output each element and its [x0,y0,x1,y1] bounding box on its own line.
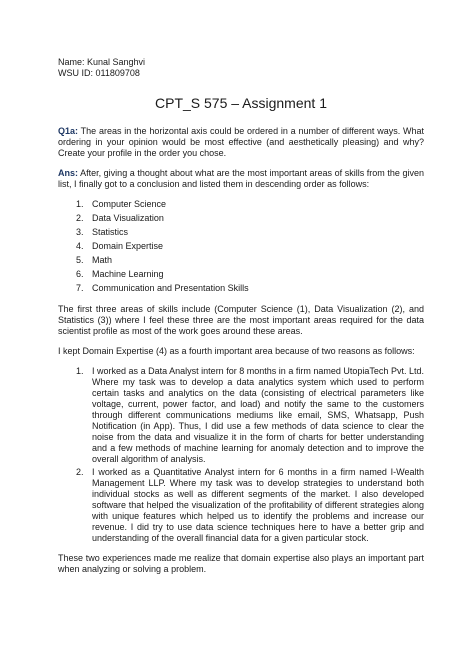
skills-list-item: 4. Domain Expertise [86,241,424,252]
answer-intro-text: After, giving a thought about what are the most important areas of skills from the given list, I finally got to a conclusion and listed them in descending order as follows: [58,168,424,189]
skills-list [58,199,424,294]
question-label: Q1a: [58,126,79,136]
answer-intro-paragraph [58,168,424,190]
top-three-paragraph: The first three areas of skills include (Computer Science (1), Data Visualization (2), and Statistics (3)) where I feel these three are the most important areas required for the data scientist profile as most of the work goes around these areas. [58,304,424,336]
question-text: The areas in the horizontal axis could be ordered in a number of different ways. What ordering in your opinion would be most effective (and aesthetically pleasing) and why? Create your profile in the order you chose. [58,126,424,158]
skills-list-item: 6. Machine Learning [86,269,424,280]
student-id: WSU ID: 011809708 [58,68,140,78]
assignment-title: CPT_S 575 – Assignment 1 [155,95,327,111]
skills-list-item: 3. Statistics [86,227,424,238]
student-name: Name: Kunal Sanghvi [58,57,146,67]
domain-expertise-paragraph: I kept Domain Expertise (4) as a fourth important area because of two reasons as follows: [58,346,415,356]
skills-list-item: 7. Communication and Presentation Skills [86,283,424,294]
question-paragraph [58,126,424,159]
answer-label: Ans: [58,168,78,178]
skills-list-item: 5. Math [86,255,424,266]
skills-list-item: 1. Computer Science [86,199,424,210]
experience-list-item: 2. I worked as a Quantitative Analyst intern for 6 months in a firm named I-Wealth Management LLP. Where my task was to develop strategies to understand both individual stocks as well as different segments of the market. I also developed software that helped the visualization of the profitability of different strategies along with unique features which helped us to identify the problems and increase our revenue. I did try to use data science techniques here to have a better grip and understanding of the overall financial data for a given particular stock. [86,467,424,544]
skills-list-item: 2. Data Visualization [86,213,424,224]
experience-list [58,366,424,544]
conclusion-paragraph: These two experiences made me realize that domain expertise also plays an important part when analyzing or solving a problem. [58,553,424,574]
experience-list-item: 1. I worked as a Data Analyst intern for 8 months in a firm named UtopiaTech Pvt. Ltd. Where my task was to develop a data analytics system which used to perform certain tasks and analytics on the data (consisting of electrical parameters like voltage, current, power factor, and load) and notify the same to the customers through different communications mediums like email, SMS, Whatsapp, Push Notification (in App). Thus, I did use a few methods of data science to clear the noise from the data and visualize it in the form of charts for better understanding and a few methods of machine learning for anomaly detection and to improve the overall algorithm of analysis. [86,366,424,465]
